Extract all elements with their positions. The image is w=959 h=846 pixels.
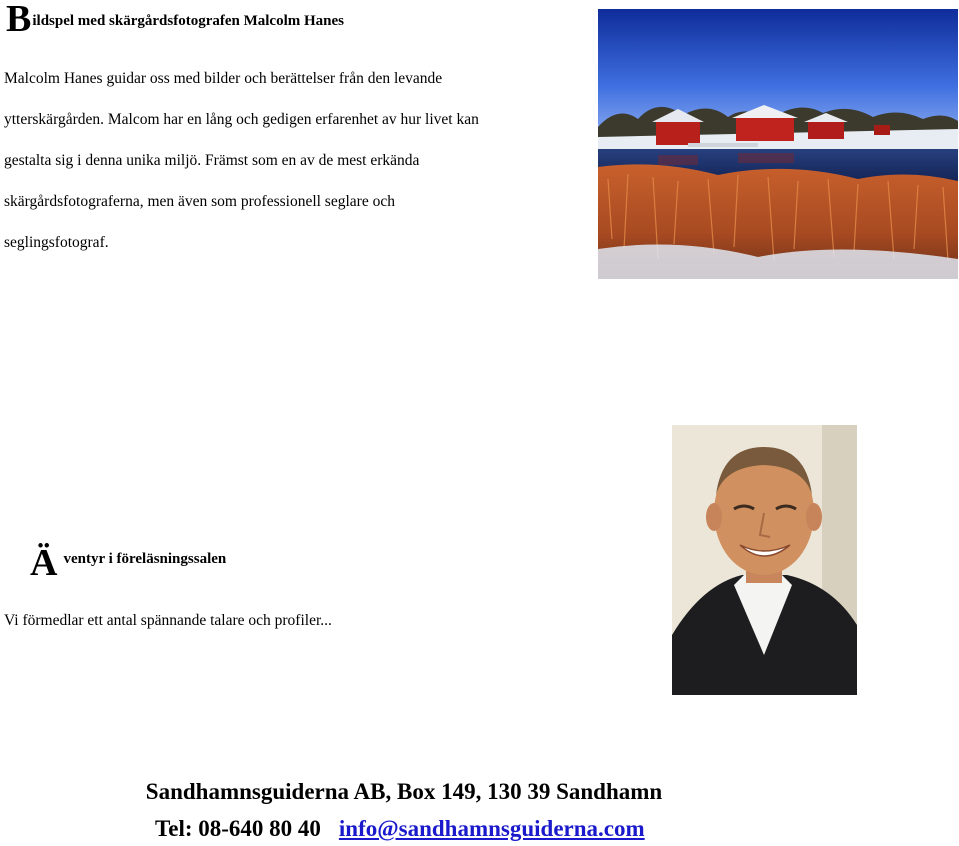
heading-text: ventyr i föreläsningssalen (63, 551, 227, 567)
paragraph-line: seglingsfotograf. (4, 234, 109, 251)
speakers-paragraph: Vi förmedlar ett antal spännande talare och profiler... (4, 612, 332, 629)
heading-drop-cap: B (6, 0, 32, 40)
archipelago-photo (598, 9, 958, 279)
heading-drop-cap: Ä (30, 542, 58, 584)
phone-number: Tel: 08-640 80 40 (155, 816, 321, 841)
contact-line (155, 816, 645, 842)
intro-paragraph (4, 58, 564, 263)
paragraph-line: skärgårdsfotograferna, men även som professionell seglare och (4, 193, 395, 210)
company-address: Sandhamnsguiderna AB, Box 149, 130 39 Sandhamn (145, 779, 663, 804)
section-heading-aventyr (30, 538, 226, 588)
paragraph-line: ytterskärgården. Malcom har en lång och gedigen erfarenhet av hur livet kan (4, 111, 479, 128)
paragraph-line: Malcolm Hanes guidar oss med bilder och berättelser från den levande (4, 70, 443, 87)
portrait-photo (672, 425, 857, 695)
section-heading-bildspel (6, 0, 344, 40)
paragraph-line: gestalta sig i denna unika miljö. Främst som en av de mest erkända (4, 152, 420, 169)
email-link[interactable]: info@sandhamnsguiderna.com (338, 816, 645, 841)
heading-text: ildspel med skärgårdsfotografen Malcolm Hanes (32, 13, 345, 29)
